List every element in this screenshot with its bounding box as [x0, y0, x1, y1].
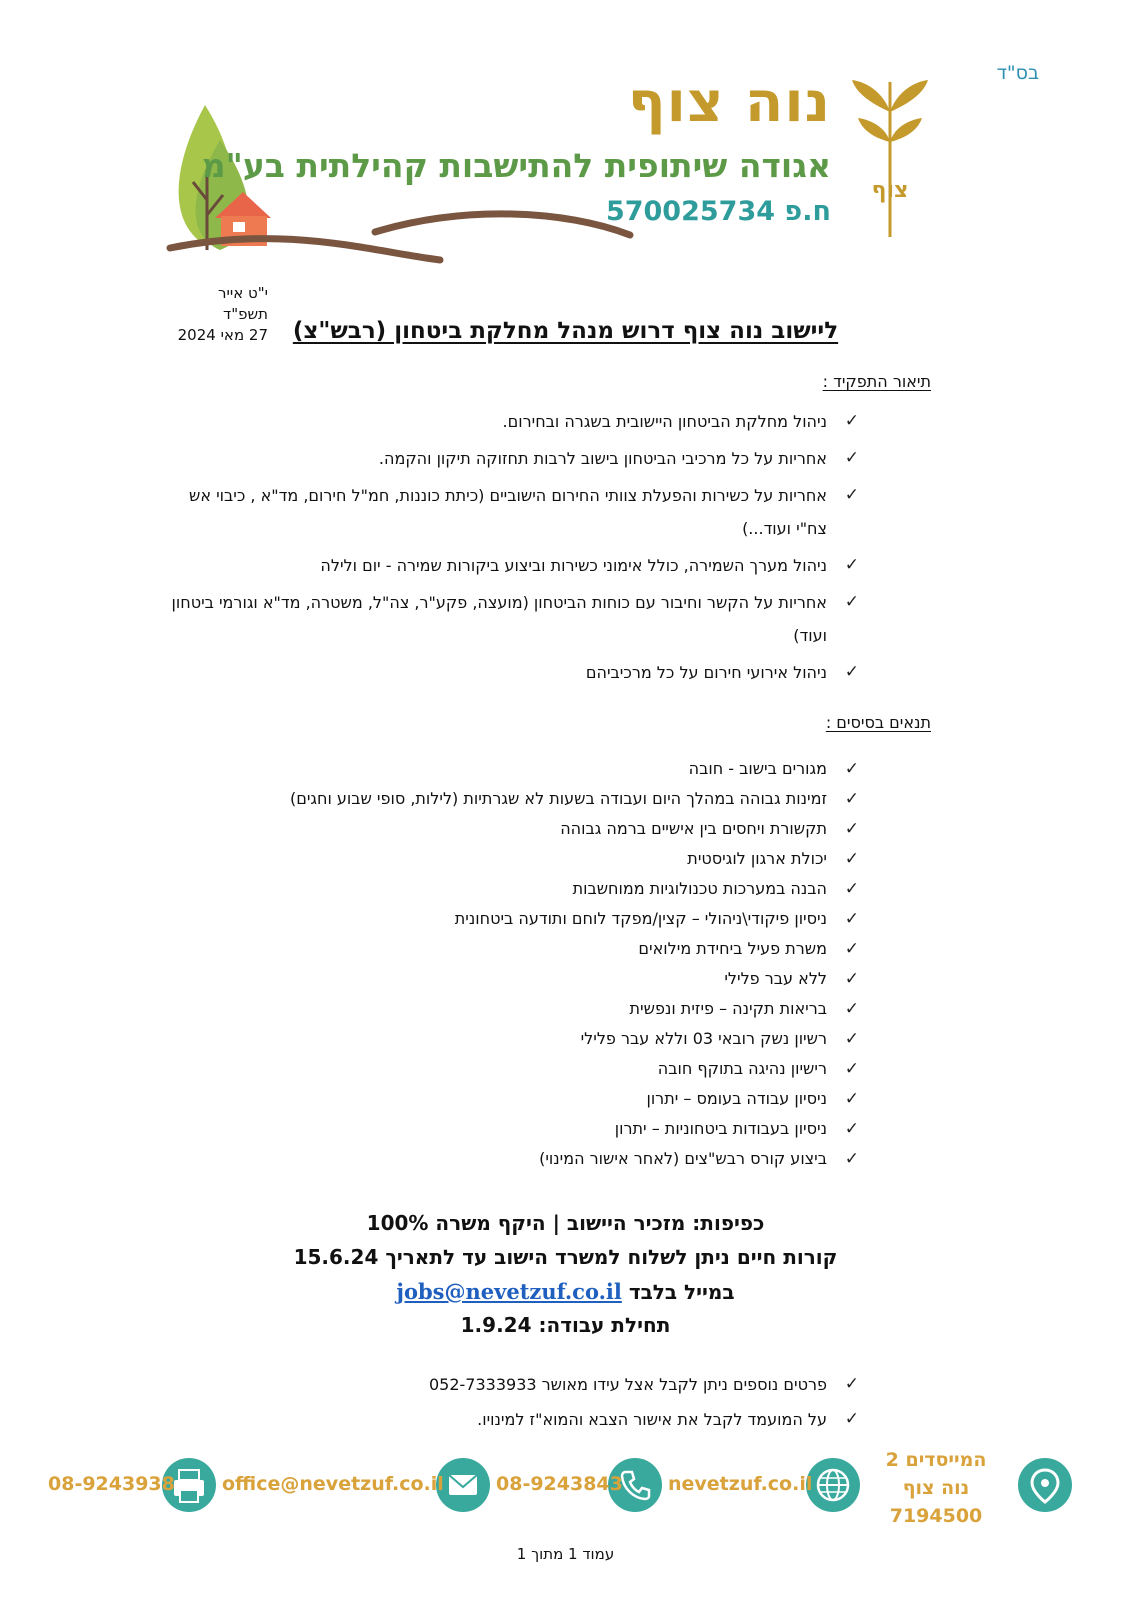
checkmark-icon: ✓	[844, 969, 859, 989]
address-line-2: נוה צוף 7194500	[889, 1477, 983, 1527]
footer-address	[862, 1446, 1010, 1530]
checkmark-icon: ✓	[844, 485, 859, 505]
checkmark-icon: ✓	[844, 849, 859, 869]
roles-list	[159, 405, 859, 693]
checkmark-icon: ✓	[844, 909, 859, 929]
start-date-line: תחילת עבודה: 1.9.24	[460, 1313, 671, 1337]
checkmark-icon: ✓	[844, 879, 859, 899]
emblem-logo	[848, 72, 932, 244]
hill-right	[375, 214, 630, 235]
checkmark-icon: ✓	[844, 1059, 859, 1079]
list-item: ✓ תקשורת ויחסים בין אישיים ברמה גבוהה	[139, 814, 859, 844]
checkmark-icon: ✓	[844, 1119, 859, 1139]
page-number: עמוד 1 מתוך 1	[516, 1545, 615, 1563]
list-item: ✓ רישיון נהיגה בתוקף חובה	[139, 1054, 859, 1084]
list-item: ✓ ניסיון בעבודות ביטחוניות – יתרון	[139, 1114, 859, 1144]
checkmark-icon: ✓	[844, 662, 859, 682]
list-item: ✓ משרת פעיל ביחידת מילואים	[139, 934, 859, 964]
hebrew-date: י"ט אייר תשפ"ד	[218, 284, 268, 323]
checkmark-icon: ✓	[844, 999, 859, 1019]
org-subtitle: אגודה שיתופית להתישבות קהילתית בע"מ	[201, 146, 831, 185]
list-item: ✓ ניסיון פיקודי\ניהולי – קצין/מפקד לוחם ותודעה ביטחונית	[139, 904, 859, 934]
footer-phone[interactable]: 08-9243843	[496, 1473, 623, 1495]
checkmark-icon: ✓	[844, 819, 859, 839]
checkmark-icon: ✓	[844, 1374, 859, 1394]
footer-website[interactable]: nevetzuf.co.il	[668, 1473, 813, 1495]
checkmark-icon: ✓	[844, 1149, 859, 1169]
footer-email[interactable]: office@nevetzuf.co.il	[222, 1473, 444, 1495]
requirements-list	[139, 754, 859, 1174]
list-item: ✓ אחריות על כשירות והפעלת צוותי החירום הישוביים (כיתת כוננות, חמ"ל חירום, מד"א , כיבוי אש צח"י ועוד...)	[159, 479, 859, 545]
checkmark-icon: ✓	[844, 1029, 859, 1049]
list-item: ✓ רשיון נשק רובאי 03 וללא עבר פלילי	[139, 1024, 859, 1054]
globe-icon	[806, 1458, 860, 1512]
checkmark-icon: ✓	[844, 789, 859, 809]
house-window	[233, 222, 245, 232]
list-item: ✓ ניהול מחלקת הביטחון היישובית בשגרה ובחירום.	[159, 405, 859, 438]
checkmark-icon: ✓	[844, 411, 859, 431]
bsd-mark: בס"ד	[996, 62, 1039, 84]
list-item: ✓ פרטים נוספים ניתן לקבל אצל עידו מאושר 052-7333933	[259, 1367, 859, 1402]
cv-deadline-line: קורות חיים ניתן לשלוח למשרד הישוב עד לתאריך 15.6.24	[293, 1245, 838, 1269]
list-item: ✓ אחריות על כל מרכיבי הביטחון בישוב לרבות תחזוקה תיקון והקמה.	[159, 442, 859, 475]
envelope-icon	[436, 1458, 490, 1512]
list-item: ✓ ללא עבר פלילי	[139, 964, 859, 994]
email-only-line	[0, 1279, 1131, 1304]
list-item: ✓ ביצוע קורס רבש"צים (לאחר אישור המינוי)	[139, 1144, 859, 1174]
page-title: ליישוב נוה צוף דרוש מנהל מחלקת ביטחון (רבש"צ)	[292, 318, 839, 344]
list-item: ✓ בריאות תקינה – פיזית ונפשית	[139, 994, 859, 1024]
roles-heading: תיאור התפקיד :	[822, 372, 931, 391]
reporting-line: כפיפות: מזכיר היישוב | היקף משרה 100%	[366, 1211, 765, 1235]
gregorian-date: 27 מאי 2024	[177, 326, 268, 344]
checkmark-icon: ✓	[844, 939, 859, 959]
email-only-label: במייל בלבד	[628, 1280, 735, 1304]
list-item: ✓ הבנה במערכות טכנולוגיות ממוחשבות	[139, 874, 859, 904]
checkmark-icon: ✓	[844, 1409, 859, 1429]
jobs-email-link[interactable]: jobs@nevetzuf.co.il	[396, 1279, 622, 1304]
org-name: נוה צוף	[627, 70, 831, 135]
checkmark-icon: ✓	[844, 448, 859, 468]
emblem-text: צוף	[871, 178, 909, 203]
checkmark-icon: ✓	[844, 759, 859, 779]
location-icon	[1018, 1458, 1072, 1512]
list-item: ✓ יכולת ארגון לוגיסטית	[139, 844, 859, 874]
list-item: ✓ ניהול אירועי חירום על כל מרכיביהם	[159, 656, 859, 689]
org-number: ח.פ 570025734	[605, 196, 831, 227]
address-line-1: המייסדים 2	[885, 1449, 987, 1471]
list-item: ✓ על המועמד לקבל את אישור הצבא והמוא"ז למינויו.	[259, 1402, 859, 1437]
checkmark-icon: ✓	[844, 1089, 859, 1109]
list-item: ✓ זמינות גבוהה במהלך היום ועבודה בשעות לא שגרתיות (לילות, סופי שבוע וחגים)	[139, 784, 859, 814]
list-item: ✓ מגורים בישוב - חובה	[139, 754, 859, 784]
checkmark-icon: ✓	[844, 555, 859, 575]
requirements-heading: תנאים בסיסים :	[825, 713, 931, 732]
checkmark-icon: ✓	[844, 592, 859, 612]
list-item: ✓ ניהול מערך השמירה, כולל אימוני כשירות וביצוע ביקורות שמירה - יום ולילה	[159, 549, 859, 582]
hill-left	[170, 239, 440, 260]
extras-list	[259, 1367, 859, 1437]
list-item: ✓ ניסיון עבודה בעומס – יתרון	[139, 1084, 859, 1114]
list-item: ✓ אחריות על הקשר וחיבור עם כוחות הביטחון (מועצה, פקע"ר, צה"ל, משטרה, מד"א וגורמי ביטחון ועוד)	[159, 586, 859, 652]
footer-fax[interactable]: 08-9243938	[48, 1473, 175, 1495]
